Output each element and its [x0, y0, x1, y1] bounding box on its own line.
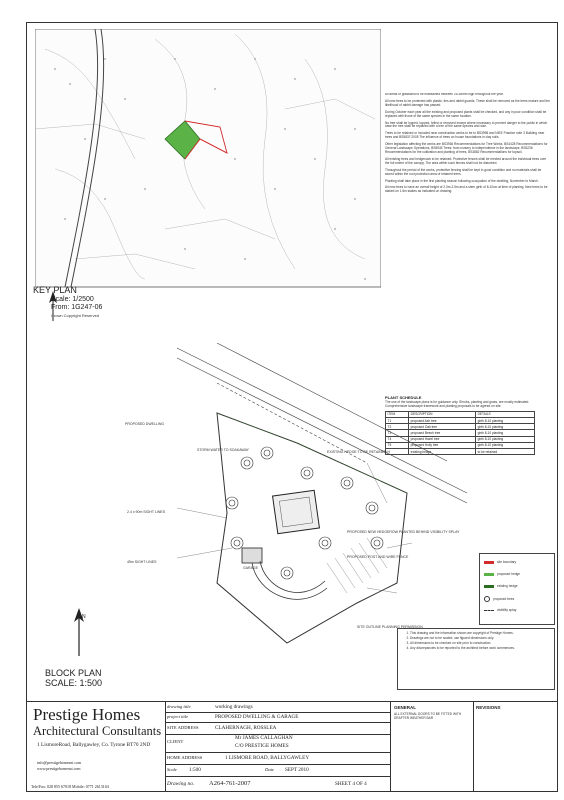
note-paragraph: Throughout the period of the works, protective fencing shall be kept in good condition and no materials shall be stored within the root protection area of retained trees. — [385, 167, 542, 176]
legend-swatch — [484, 561, 494, 564]
drawing-number-value: A264-761-2007 — [209, 780, 251, 787]
site-address-label: SITE ADDRESS — [167, 725, 199, 730]
crown-copyright: Crown Copyright Reserved — [51, 313, 100, 318]
plant-schedule-intro: The use of the landscape plans is for guidance only. Shrubs, planting and grass, are mostly estimated. Comprehensive landscape framework and planting proposals to be agreed on site. — [385, 400, 530, 408]
note-paragraph: Planting shall take place in the first planting season following occupation of the dwelling, November to March. — [385, 178, 539, 183]
annotation-label: 2.4 x 90m SIGHT LINES — [127, 510, 166, 514]
table-cell: girth 8-10 planting — [476, 418, 535, 424]
note-paragraph: Trees to be retained or included near construction works to be to BS3998 and NIEE Practice note 3 Building near trees and BS5837:2005 The influence of trees on house foundations in clay soils. — [385, 131, 545, 140]
firm-email[interactable]: info@prestigehomesni.com — [37, 760, 82, 765]
drawing-note: 1. This drawing and the information shown are copyright of Prestige Homes. — [410, 632, 554, 636]
legend-swatch — [484, 596, 490, 602]
annotation-label: PROPOSED NEW HEDGEROW PLANTED BEHIND VISIBILITY SPLAY — [347, 530, 460, 534]
drawing-note: 2. Drawings are not to be scaled; use figured dimensions only. — [410, 637, 554, 641]
table-cell: girth 8-10 planting — [476, 424, 535, 430]
north-label: N — [82, 614, 86, 620]
title-block — [27, 701, 557, 792]
drawing-note: 3. All dimensions to be checked on site prior to construction. — [410, 642, 554, 646]
firm-panel — [27, 702, 166, 792]
table-cell: H — [386, 448, 409, 454]
table-cell: girth 8-10 planting — [476, 430, 535, 436]
legend-item — [484, 584, 518, 588]
column-header: DETAILS — [476, 411, 535, 417]
table-cell: existing hedge — [409, 448, 476, 454]
annotation-label: EXISTING HEDGE TO BE RETAINED — [327, 450, 387, 454]
legend-swatch — [484, 585, 494, 588]
legend-label: existing hedge — [497, 584, 518, 588]
annotation-label: PROPOSED POST AND WIRE FENCE — [347, 555, 409, 559]
annotation-label: PROPOSED DWELLING — [125, 422, 165, 426]
table-cell: T1 — [386, 418, 409, 424]
firm-telephone: Tele/Fax: 028 855 67018 Mobile: 0771 2613104 — [31, 784, 109, 789]
key-plan-title: KEY PLAN — [33, 285, 77, 295]
home-address-value: 1 LISMORE ROAD, BALLYGAWLEY — [225, 755, 310, 761]
site-address-value: CLAHERNAGH, ROSSLEA — [215, 725, 277, 731]
date-label: Date — [265, 767, 274, 772]
firm-name: Prestige Homes — [33, 705, 141, 724]
client-label: CLIENT — [167, 739, 184, 744]
legend-box — [479, 553, 555, 625]
plant-schedule-title: PLANT SCHEDULE — [385, 395, 422, 400]
revisions-heading: REVISIONS — [476, 705, 501, 710]
client-value-secondary: C/O PRESTIGE HOMES — [235, 743, 289, 749]
firm-address: 1 LismoreRoad, Ballygawley, Co. Tyrone BT70 2ND — [37, 742, 151, 748]
revisions-panel — [472, 702, 557, 792]
annotation-label: SITE OUTLINE PLANNING PERMISSION — [357, 625, 423, 629]
note-paragraph: All existing trees and hedgerows to be retained. Protective fences shall be erected around the individual trees over the full extent of the canopy. The area within such fences shall not be disturbed. — [385, 156, 547, 165]
block-plan-title: BLOCK PLAN — [45, 668, 102, 678]
key-plan-reference: From: 1G247-06 — [51, 304, 103, 311]
annotation-label: 45m SIGHT LINES — [127, 560, 157, 564]
home-address-label: HOME ADDRESS — [167, 755, 203, 760]
legend-label: visibility splay — [497, 608, 517, 612]
table-cell: T2 — [386, 424, 409, 430]
block-plan-drawing — [67, 343, 487, 673]
legend-label: site boundary — [497, 560, 517, 564]
annotation-label: GARAGE — [243, 566, 258, 570]
drawing-number-label: Drawing no. — [167, 781, 195, 787]
note-paragraph: All areas of grassland to be maintained between 25-38mm high throughout the year. — [385, 93, 504, 96]
column-header: DESCRIPTION — [409, 411, 476, 417]
legend-item — [484, 572, 520, 576]
legend-label: proposed hedge — [497, 572, 521, 576]
note-paragraph: During October each year all the existing and proposed plants shall be checked, and any in poor condition shall be replaced with those of the same species in the same location. — [385, 109, 547, 118]
table-cell: girth 8-10 planting — [476, 442, 535, 448]
note-paragraph: All new trees to have an overall height of 2.0m-2.5m and a stem girth of 8-10cm at time of planting. New trees to be staked on 1.5m stakes as indicated on drawing. — [385, 185, 548, 194]
table-cell: T5 — [386, 442, 409, 448]
table-cell: proposed Ash tree — [409, 418, 476, 424]
table-cell: proposed Hazel tree — [409, 436, 476, 442]
key-plan-map — [35, 29, 381, 329]
table-cell: proposed Holly tree — [409, 442, 476, 448]
client-row — [165, 734, 390, 753]
date-value: SEPT 2010 — [285, 767, 309, 773]
annotation-label: STORM WATER TO SOAKAWAY — [197, 448, 249, 452]
column-header: ITEM — [386, 411, 409, 417]
north-arrow-icon — [71, 608, 87, 658]
client-value: Mr JAMES CALLAGHAN — [235, 735, 293, 741]
legend-item — [484, 560, 516, 564]
firm-contact — [37, 760, 81, 772]
project-title-label: project title — [167, 714, 189, 719]
firm-website[interactable]: www.prestigehomesni.com — [37, 766, 81, 771]
table-cell: T4 — [386, 436, 409, 442]
key-plan-scale: Scale: 1/2500 — [51, 296, 94, 303]
note-paragraph: All new trees to be protected with plastic, ties and rabbit guards. These shall be removed as the trees mature and the likelihood of rabbit damage has passed. — [385, 98, 550, 107]
firm-subtitle: Architectural Consultants — [33, 724, 162, 738]
scale-label: Scale — [167, 767, 177, 772]
note-paragraph: No tree shall be lopped, topped, felled or removed except where necessary to prevent danger to the public in which case the tree shall be replaced with a tree of the same species and size. — [385, 120, 548, 129]
project-details — [165, 702, 390, 792]
legend-item — [484, 608, 516, 612]
legend-swatch — [484, 610, 494, 611]
drawing-sheet — [26, 22, 558, 792]
sheet-number: SHEET 4 OF 4 — [335, 781, 367, 787]
general-heading: GENERAL — [394, 705, 417, 710]
general-note: ALL EXTERNAL DOORS TO BE FITTED WITH DRAFTER WEATHER BAR — [394, 712, 462, 720]
block-plan-scale: SCALE: 1:500 — [45, 678, 103, 688]
table-cell: proposed Oak tree — [409, 424, 476, 430]
table-cell: girth 8-10 planting — [476, 436, 535, 442]
general-panel — [390, 702, 474, 792]
project-title-value: PROPOSED DWELLING & GARAGE — [215, 714, 299, 720]
legend-label: proposed trees — [493, 596, 515, 601]
drawing-title-value: working drawings — [215, 704, 253, 710]
scale-value: 1:500 — [189, 767, 201, 773]
drawing-title-label: drawing title — [167, 704, 191, 709]
note-paragraph: Other legislation affecting the works are BS3936 Recommendations for Tree Works, BS4428 Recommendations for General Landscape Operations, BS8545 Trees: from nursery to independence in the landscape, BS5236 Recommendations for the cultivation and planting of trees, BS3882 Recommendations for topsoil. — [385, 142, 548, 154]
drawing-number-row — [165, 776, 390, 792]
drawing-notes-box — [397, 628, 555, 690]
table-cell: to be retained — [476, 448, 535, 454]
legend-item — [484, 596, 514, 602]
table-cell: T3 — [386, 430, 409, 436]
table-cell: proposed Beech tree — [409, 430, 476, 436]
legend-swatch — [484, 573, 494, 576]
drawing-note: 4. Any discrepancies to be reported to the architect before work commences. — [410, 647, 554, 651]
